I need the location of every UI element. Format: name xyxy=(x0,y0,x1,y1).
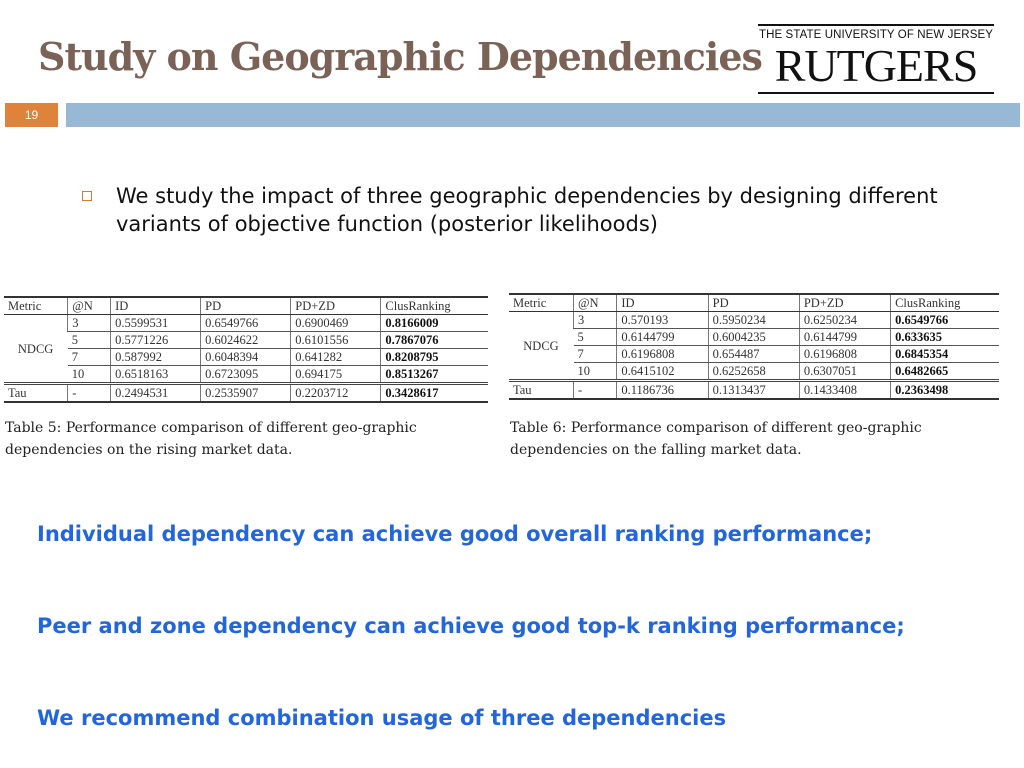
cell: 0.5950234 xyxy=(708,312,799,329)
logo-rule-top xyxy=(758,24,994,26)
cell: 0.6250234 xyxy=(799,312,890,329)
cell: 0.5771226 xyxy=(111,332,201,349)
cell: 0.6101556 xyxy=(291,332,381,349)
table-6-caption: Table 6: Performance comparison of different geo-graphic dependencies on the falling market data. xyxy=(510,420,922,458)
cell: 0.2535907 xyxy=(201,384,291,403)
cell: 0.1186736 xyxy=(617,381,708,400)
cell-best: 0.8208795 xyxy=(381,349,488,366)
cell: 0.5599531 xyxy=(111,315,201,332)
table-row-tau xyxy=(4,384,488,403)
metric-tau: Tau xyxy=(509,381,574,400)
cell: 0.641282 xyxy=(291,349,381,366)
cell-best: 0.6845354 xyxy=(891,346,999,363)
cell: 0.6415102 xyxy=(617,363,708,381)
cell: 0.6723095 xyxy=(201,366,291,384)
table-row xyxy=(509,346,999,363)
bullet-square-icon xyxy=(82,191,92,201)
conclusion-recommendation: We recommend combination usage of three dependencies xyxy=(37,706,727,730)
cell: 0.6900469 xyxy=(291,315,381,332)
cell: 0.6048394 xyxy=(201,349,291,366)
table-5-caption: Table 5: Performance comparison of different geo-graphic dependencies on the rising market data. xyxy=(5,420,417,458)
cell-best: 0.7867076 xyxy=(381,332,488,349)
table-row xyxy=(4,349,488,366)
cell: 0.6144799 xyxy=(799,329,890,346)
cell-best: 0.633635 xyxy=(891,329,999,346)
metric-ndcg: NDCG xyxy=(509,312,574,381)
header-pd-zd: PD+ZD xyxy=(799,294,890,312)
cell: - xyxy=(68,384,111,403)
cell: 0.6144799 xyxy=(617,329,708,346)
cell: 0.6307051 xyxy=(799,363,890,381)
cell: 3 xyxy=(574,312,617,329)
rutgers-logo xyxy=(758,24,994,96)
cell: 0.1313437 xyxy=(708,381,799,400)
cell: 0.6004235 xyxy=(708,329,799,346)
header-id: ID xyxy=(617,294,708,312)
header-at-n: @N xyxy=(68,297,111,315)
header-pd-zd: PD+ZD xyxy=(291,297,381,315)
table-row xyxy=(4,315,488,332)
metric-tau: Tau xyxy=(4,384,68,403)
cell: 7 xyxy=(68,349,111,366)
cell-best: 0.8513267 xyxy=(381,366,488,384)
table-row xyxy=(509,312,999,329)
cell: 0.1433408 xyxy=(799,381,890,400)
cell-best: 0.2363498 xyxy=(891,381,999,400)
conclusion-overall-ranking: Individual dependency can achieve good overall ranking performance; xyxy=(37,522,873,546)
cell: 0.2203712 xyxy=(291,384,381,403)
cell: 7 xyxy=(574,346,617,363)
logo-rule-bottom xyxy=(758,92,994,94)
metric-ndcg: NDCG xyxy=(4,315,68,384)
table-row xyxy=(509,363,999,381)
header-id: ID xyxy=(111,297,201,315)
cell: 0.6196808 xyxy=(799,346,890,363)
cell: 0.654487 xyxy=(708,346,799,363)
table-header-row xyxy=(4,297,488,315)
cell: 5 xyxy=(574,329,617,346)
bullet-text: We study the impact of three geographic dependencies by designing different variants of objective function (posterior likelihoods) xyxy=(116,184,938,236)
cell-best: 0.3428617 xyxy=(381,384,488,403)
header-clusranking: ClusRanking xyxy=(891,294,999,312)
header-at-n: @N xyxy=(574,294,617,312)
table-row xyxy=(509,329,999,346)
cell: 0.6518163 xyxy=(111,366,201,384)
cell: 5 xyxy=(68,332,111,349)
table-5 xyxy=(4,296,488,403)
table-row xyxy=(4,332,488,349)
conclusion-topk-ranking: Peer and zone dependency can achieve good top-k ranking performance; xyxy=(37,614,905,638)
cell-best: 0.8166009 xyxy=(381,315,488,332)
cell-best: 0.6549766 xyxy=(891,312,999,329)
table-header-row xyxy=(509,294,999,312)
cell-best: 0.6482665 xyxy=(891,363,999,381)
slide-title: Study on Geographic Dependencies xyxy=(38,34,762,79)
header-bar xyxy=(66,103,1020,127)
table-row xyxy=(4,366,488,384)
cell: 3 xyxy=(68,315,111,332)
header-clusranking: ClusRanking xyxy=(381,297,488,315)
header-metric: Metric xyxy=(509,294,574,312)
cell: 0.570193 xyxy=(617,312,708,329)
header-metric: Metric xyxy=(4,297,68,315)
cell: 10 xyxy=(574,363,617,381)
logo-wordmark: RUTGERS xyxy=(774,40,978,91)
cell: 0.6549766 xyxy=(201,315,291,332)
cell: 0.2494531 xyxy=(111,384,201,403)
slide-number: 19 xyxy=(5,103,58,127)
header-pd: PD xyxy=(708,294,799,312)
cell: 0.6024622 xyxy=(201,332,291,349)
cell: 0.694175 xyxy=(291,366,381,384)
cell: 0.6196808 xyxy=(617,346,708,363)
header-pd: PD xyxy=(201,297,291,315)
cell: 0.587992 xyxy=(111,349,201,366)
logo-university-text: THE STATE UNIVERSITY OF NEW JERSEY xyxy=(758,29,994,41)
cell: - xyxy=(574,381,617,400)
table-row-tau xyxy=(509,381,999,400)
cell: 0.6252658 xyxy=(708,363,799,381)
cell: 10 xyxy=(68,366,111,384)
table-6 xyxy=(509,293,999,400)
